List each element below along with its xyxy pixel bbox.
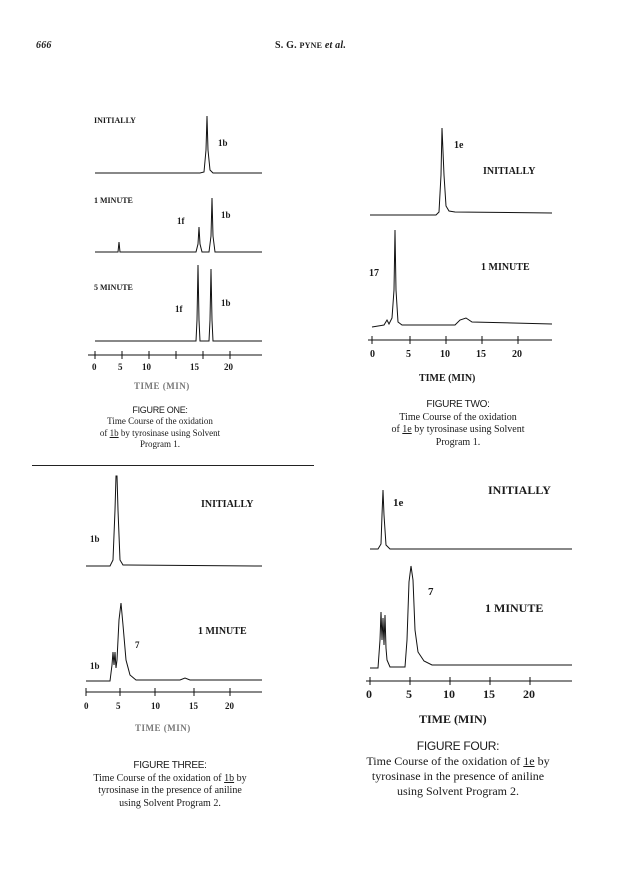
trace-label-1-minute: 1 MINUTE [481, 262, 530, 273]
tick-label: 10 [151, 701, 160, 711]
compound-ref: 1b [109, 427, 119, 438]
tick-label: 10 [142, 362, 151, 372]
caption-line: Time Course of the oxidation of 1b by [93, 772, 247, 784]
peak-label-1b: 1b [90, 534, 100, 544]
tick-label: 0 [366, 687, 372, 701]
tick-label: 15 [189, 701, 198, 711]
trace-label-1-minute: 1 MINUTE [198, 626, 247, 637]
caption-title: FIGURE ONE: [132, 405, 188, 415]
caption-title: FIGURE THREE: [133, 760, 207, 771]
trace-label-5-minute: 5 MINUTE [94, 283, 133, 292]
caption-line: using Solvent Program 2. [397, 784, 519, 798]
trace-1-minute [370, 566, 572, 668]
peak-label-7: 7 [428, 586, 434, 598]
tick-label: 15 [476, 349, 486, 360]
peak-label-1b: 1b [221, 298, 231, 308]
trace-label-1-minute: 1 MINUTE [485, 601, 544, 615]
trace-label-initially: INITIALLY [201, 499, 254, 510]
compound-ref: 1b [224, 772, 235, 784]
peak-label-1b: 1b [218, 138, 228, 148]
tick-label: 5 [406, 687, 412, 701]
tick-label: 5 [406, 349, 411, 360]
caption-title: FIGURE FOUR: [416, 739, 500, 753]
trace-label-initially: INITIALLY [94, 116, 136, 125]
tick-label: 20 [224, 362, 233, 372]
tick-label: 20 [523, 687, 535, 701]
tick-label: 5 [118, 362, 123, 372]
x-axis-title: TIME (MIN) [135, 723, 191, 733]
tick-label: 15 [190, 362, 199, 372]
peak-label-1b: 1b [221, 210, 231, 220]
trace-label-initially: INITIALLY [488, 483, 551, 497]
caption-line: of 1b by tyrosinase using Solvent [99, 427, 221, 438]
page-number: 666 [36, 40, 52, 51]
caption-line: Time Course of the oxidation [399, 411, 517, 423]
tick-label: 20 [225, 701, 234, 711]
peak-label-1e: 1e [454, 140, 464, 151]
peak-label-1f: 1f [177, 216, 185, 226]
caption-line: tyrosinase in the presence of aniline [371, 769, 545, 783]
tick-label: 0 [370, 349, 375, 360]
tick-label: 0 [92, 362, 97, 372]
tick-label: 10 [443, 687, 455, 701]
compound-ref: 1e [402, 424, 412, 435]
caption-line: using Solvent Program 2. [119, 797, 221, 809]
tick-label: 20 [512, 349, 522, 360]
trace-label-initially: INITIALLY [483, 166, 536, 177]
tick-label: 10 [440, 349, 450, 360]
caption-line: Time Course of the oxidation [107, 416, 213, 427]
caption-title: FIGURE TWO: [426, 399, 490, 410]
tick-label: 0 [84, 701, 89, 711]
x-axis-title: TIME (MIN) [419, 373, 476, 384]
caption-figure-four [324, 739, 592, 799]
peak-label-17: 17 [369, 268, 379, 279]
tick-label: 15 [483, 687, 495, 701]
trace-initially [370, 490, 572, 549]
caption-line: tyrosinase in the presence of aniline [98, 785, 242, 796]
x-axis-title: TIME (MIN) [134, 381, 190, 391]
peak-label-1b: 1b [90, 661, 100, 671]
caption-line: of 1e by tyrosinase using Solvent [391, 424, 525, 435]
compound-ref: 1e [523, 754, 535, 768]
peak-label-1f: 1f [175, 304, 183, 314]
peak-label-7: 7 [135, 640, 140, 650]
peak-label-1e: 1e [393, 497, 404, 509]
trace-label-1-minute: 1 MINUTE [94, 196, 133, 205]
running-head: S. G. PYNE et al. [275, 40, 347, 51]
caption-line: Program 1. [435, 436, 481, 448]
caption-line: Program 1. [140, 438, 180, 449]
tick-label: 5 [116, 701, 121, 711]
x-axis-title: TIME (MIN) [419, 712, 487, 726]
caption-line: Time Course of the oxidation of 1e by [366, 754, 550, 768]
